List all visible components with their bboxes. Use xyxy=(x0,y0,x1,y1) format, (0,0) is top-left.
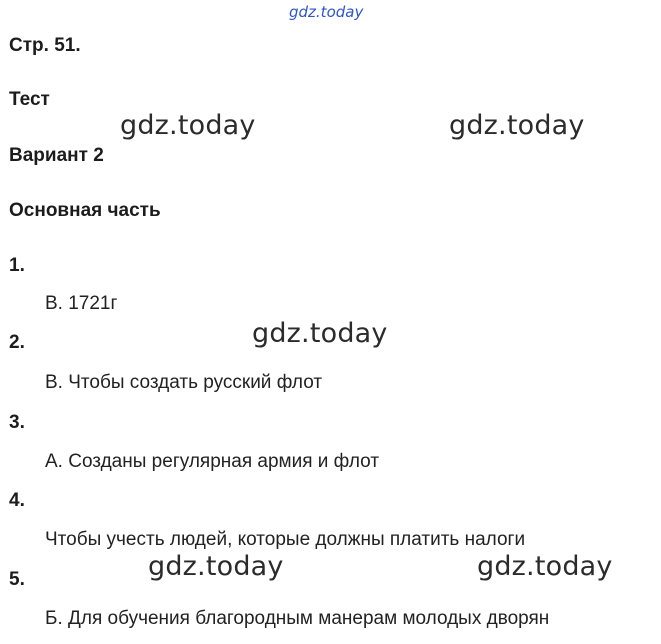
question-number: 1. xyxy=(9,255,25,276)
watermark: gdz.today xyxy=(120,110,256,141)
question-number: 3. xyxy=(9,412,25,433)
section-heading: Основная часть xyxy=(9,200,161,221)
top-watermark: gdz.today xyxy=(289,3,364,21)
test-heading: Тест xyxy=(9,89,50,110)
question-number: 4. xyxy=(9,490,25,511)
page-reference: Стр. 51. xyxy=(9,35,81,56)
watermark: gdz.today xyxy=(252,318,388,349)
question-answer: В. Чтобы создать русский флот xyxy=(45,372,323,393)
question-answer: Чтобы учесть людей, которые должны платить налоги xyxy=(45,529,526,550)
watermark: gdz.today xyxy=(477,551,613,582)
question-answer: В. 1721г xyxy=(45,293,118,314)
question-number: 5. xyxy=(9,569,25,590)
question-answer: Б. Для обучения благородным манерам молодых дворян xyxy=(45,608,550,629)
question-answer: А. Созданы регулярная армия и флот xyxy=(45,451,380,472)
question-number: 2. xyxy=(9,332,25,353)
watermark: gdz.today xyxy=(148,551,284,582)
watermark: gdz.today xyxy=(449,110,585,141)
variant-heading: Вариант 2 xyxy=(9,145,104,166)
